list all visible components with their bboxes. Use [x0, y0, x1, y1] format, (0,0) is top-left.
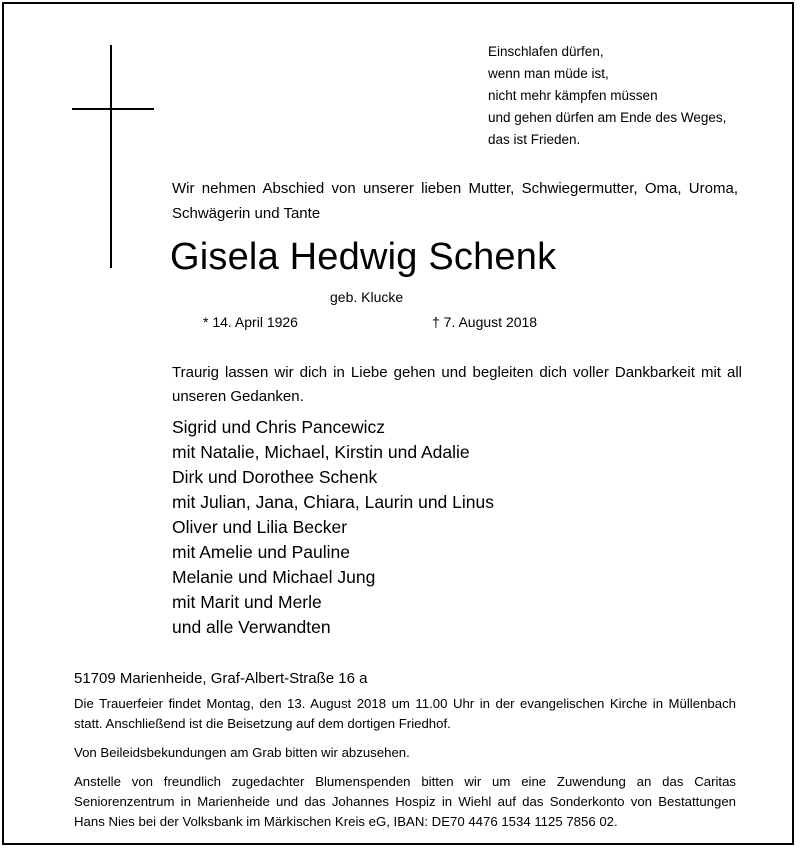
cross-icon-bar — [72, 108, 154, 110]
mourner-line: Oliver und Lilia Becker — [172, 517, 348, 537]
poem-line: Einschlafen dürfen, — [488, 44, 604, 59]
poem-line: das ist Frieden. — [488, 132, 581, 147]
mourner-line: Melanie und Michael Jung — [172, 567, 376, 587]
birth-name: geb. Klucke — [330, 289, 404, 305]
birth-date: * 14. April 1926 — [203, 314, 298, 330]
mourner-line: mit Marit und Merle — [172, 592, 322, 612]
poem — [488, 41, 778, 151]
cross-icon — [110, 45, 112, 268]
mourner-line: mit Natalie, Michael, Kirstin und Adalie — [172, 442, 470, 462]
mourner-line: und alle Verwandten — [172, 617, 331, 637]
family-address: 51709 Marienheide, Graf-Albert-Straße 16 a — [74, 670, 368, 687]
mourner-line: Dirk und Dorothee Schenk — [172, 467, 378, 487]
obituary-notice — [2, 2, 794, 845]
mourner-line: mit Amelie und Pauline — [172, 542, 351, 562]
mourners-list — [172, 415, 494, 640]
mourning-text: Traurig lassen wir dich in Liebe gehen und begleiten dich voller Dankbarkeit mit all unseren Gedanken. — [172, 364, 742, 405]
poem-line: wenn man müde ist, — [488, 66, 609, 81]
condolence-note: Von Beileidsbekundungen am Grab bitten wir abzusehen. — [74, 745, 410, 760]
mourner-line: Sigrid und Chris Pancewicz — [172, 417, 386, 437]
mourner-line: mit Julian, Jana, Chiara, Laurin und Linus — [172, 492, 494, 512]
death-date: † 7. August 2018 — [432, 314, 538, 330]
donation-note: Anstelle von freundlich zugedachter Blumenspenden bitten wir um eine Zuwendung an das Caritas Seniorenzentrum in Marienheide und das Johannes Hospiz in Wiehl auf das Sonderkonto von Bestattungen Hans Nies bei der Volksbank im Märkischen Kreis eG, IBAN: DE70 4476 1534 1125 7856 02. — [74, 774, 736, 829]
poem-line: und gehen dürfen am Ende des Weges, — [488, 110, 727, 125]
deceased-name: Gisela Hedwig Schenk — [170, 236, 557, 278]
intro-text: Wir nehmen Abschied von unserer lieben Mutter, Schwiegermutter, Oma, Uroma, Schwägerin und Tante — [172, 180, 738, 222]
poem-line: nicht mehr kämpfen müssen — [488, 88, 658, 103]
funeral-info: Die Trauerfeier findet Montag, den 13. August 2018 um 11.00 Uhr in der evangelischen Kirche in Müllenbach statt. Anschließend ist die Beisetzung auf dem dortigen Friedhof. — [74, 696, 736, 731]
